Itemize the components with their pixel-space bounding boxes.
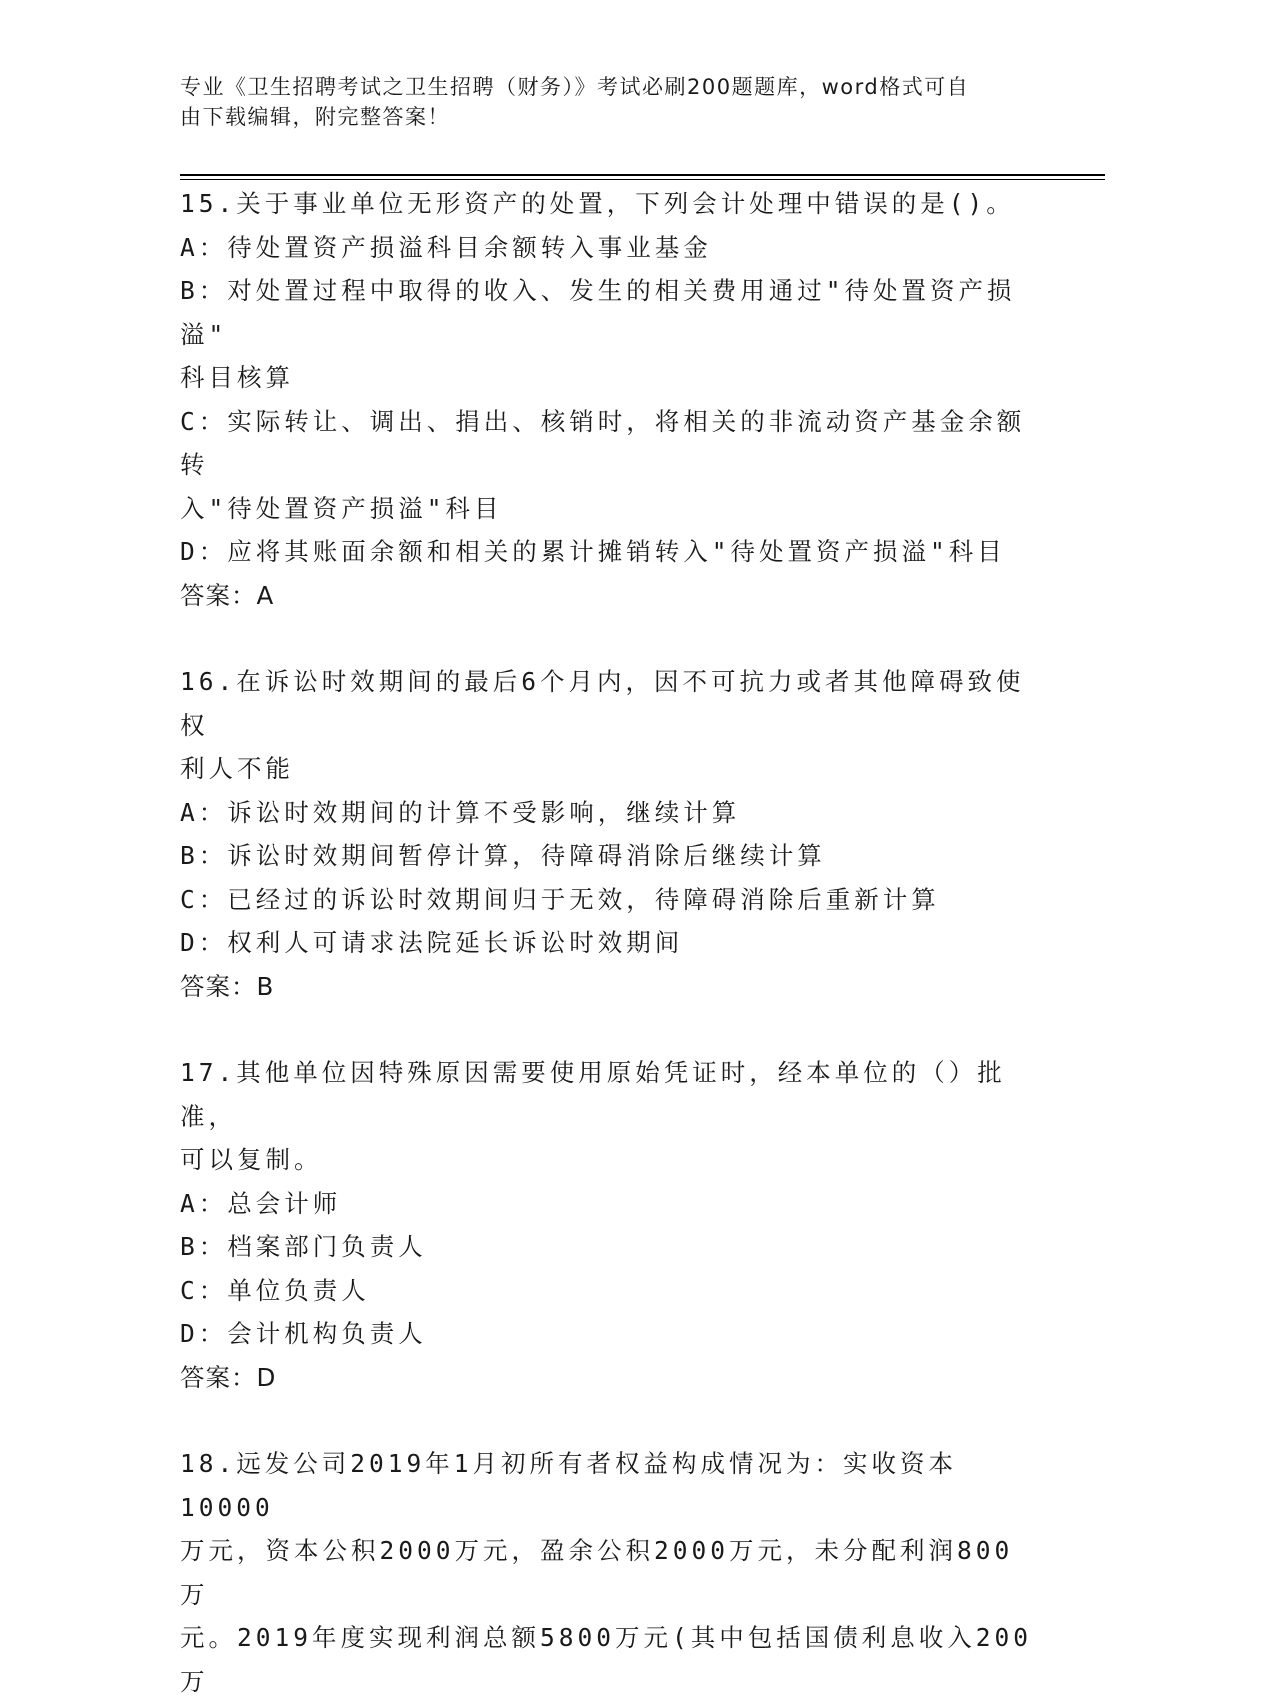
- header-line-2: 由下载编辑，附完整答案！: [180, 105, 450, 129]
- option-line: A：诉讼时效期间的计算不受影响，继续计算: [180, 797, 741, 827]
- header-rule-thick: [180, 174, 1105, 176]
- question-stem-line: 15.关于事业单位无形资产的处置，下列会计处理中错误的是()。: [180, 189, 1015, 218]
- option-line: B：诉讼时效期间暂停计算，待障碍消除后继续计算: [180, 841, 826, 870]
- option-line: B：对处置过程中取得的收入、发生的相关费用通过"待处置资产损溢": [180, 276, 1016, 349]
- question-block: [180, 182, 1040, 617]
- option-line: 科目核算: [180, 363, 294, 392]
- option-line: C：单位负责人: [180, 1275, 370, 1305]
- option-line: D：权利人可请求法院延长诉讼时效期间: [180, 928, 684, 957]
- question-spacer: [180, 1399, 1040, 1442]
- question-block: [180, 1442, 1040, 1703]
- header-rule-thin: [180, 179, 1105, 180]
- answer-line: 答案：B: [180, 971, 275, 1001]
- header-line-1: 专业《卫生招聘考试之卫生招聘（财务）》考试必刷200题题库，word格式可自: [180, 75, 970, 99]
- option-line: A：待处置资产损溢科目余额转入事业基金: [180, 232, 712, 262]
- option-line: 入"待处置资产损溢"科目: [180, 493, 503, 523]
- option-line: D：应将其账面余额和相关的累计摊销转入"待处置资产损溢"科目: [180, 537, 1006, 566]
- document-header: [180, 72, 1040, 132]
- question-stem-line: 18.远发公司2019年1月初所有者权益构成情况为：实收资本10000: [180, 1449, 957, 1522]
- question-stem-line: 可以复制。: [180, 1145, 323, 1174]
- question-stem-line: 16.在诉讼时效期间的最后6个月内，因不可抗力或者其他障碍致使权: [180, 667, 1025, 740]
- question-spacer: [180, 617, 1040, 660]
- question-list: [180, 182, 1040, 1703]
- option-line: B：档案部门负责人: [180, 1232, 427, 1261]
- option-line: D：会计机构负责人: [180, 1319, 427, 1348]
- question-stem-line: 元。2019年度实现利润总额5800万元(其中包括国债利息收入200万: [180, 1623, 1033, 1696]
- option-line: A：总会计师: [180, 1188, 342, 1218]
- question-stem-line: 利人不能: [180, 754, 294, 783]
- answer-line: 答案：D: [180, 1362, 277, 1392]
- answer-line: 答案：A: [180, 580, 275, 610]
- question-stem-line: 17.其他单位因特殊原因需要使用原始凭证时，经本单位的（）批准，: [180, 1058, 1006, 1131]
- question-block: [180, 660, 1040, 1008]
- option-line: C：已经过的诉讼时效期间归于无效，待障碍消除后重新计算: [180, 884, 940, 914]
- question-spacer: [180, 1008, 1040, 1051]
- question-block: [180, 1051, 1040, 1399]
- question-stem-line: 万元，资本公积2000万元，盈余公积2000万元，未分配利润800万: [180, 1536, 1014, 1609]
- option-line: C：实际转让、调出、捐出、核销时，将相关的非流动资产基金余额转: [180, 406, 1026, 479]
